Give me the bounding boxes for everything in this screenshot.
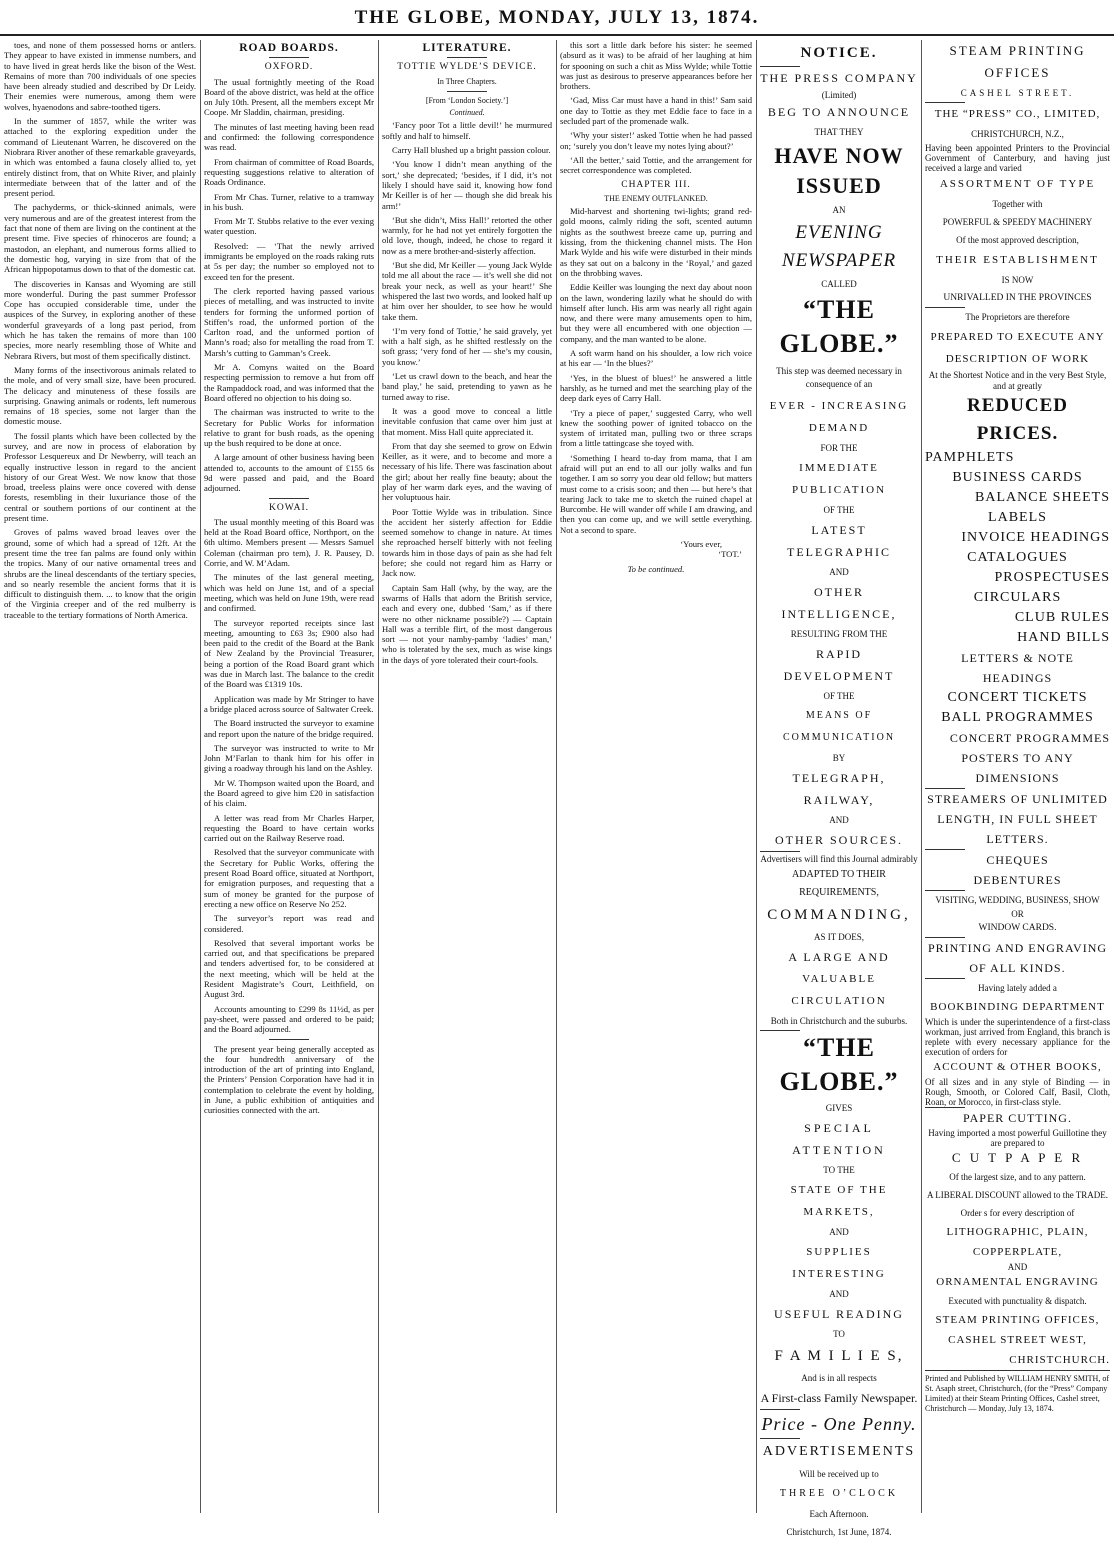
article-paragraph: The clerk reported having passed various pieces of metalling, and was instructed to invite tenders for forming the unformed portion of Stiffen’s road, the unformed portion of the Carlton road, and the unformed portion of Mann’s road; also for metalling the road from T. Marsh’s cutting to Gamman’s Creek. (204, 285, 374, 358)
ad-line: The Proprietors are therefore (965, 312, 1070, 322)
chapter-heading: CHAPTER III. (621, 179, 691, 190)
divider (269, 57, 309, 58)
article-paragraph: Carry Hall blushed up a bright passion colour. (392, 145, 551, 156)
subsection-title: KOWAI. (268, 502, 310, 513)
ad-line: Having lately added a (978, 983, 1057, 993)
notice-line: MEANS OF COMMUNICATION (782, 710, 896, 743)
article-paragraph: Resolved that several important works be carried out, and that specifications be prepared and tenders advertised for, to be considered at the next meeting, which will be held at the Resident Magistrate’s Court, Leithfield, on August 3rd. (204, 937, 374, 1000)
article-paragraph: Groves of palms waved broad leaves over the ground, some of which had a spread of 12ft. At the present time the tree fan palms are found only within the tropics. Many of our native ornamental trees and shrubs are the lineal descendants of the tertiary species, and so nearly resemble the ancient forms that it is difficult to distinguish them. ... to know that the origin of the Virginia creeper and of the red mulberry is traceable to the tertiary formations of North America. (4, 527, 196, 620)
service-item: POSTERS TO ANY DIMENSIONS (961, 751, 1074, 785)
notice-line: Each Afternoon. (809, 1509, 869, 1519)
article-paragraph: Eddie Keiller was lounging the next day about noon on the lawn, wondering lazily what he should do with himself after lunch. His arm was nearly all right again now, and there were many amusements open to him, but they were all encumbered with one objection — company, and the man wanted to be alone. (560, 282, 752, 344)
article-paragraph: ‘All the better,’ said Tottie, and the arrangement for secret correspondence was completed. (560, 154, 752, 176)
column-rule (921, 40, 922, 1513)
article-paragraph: toes, and none of them possessed horns or antlers. They appear to have existed in immense numbers, and to have lived in great herds like the bison of the West. Remains of more than 700 individuals of one species have been already studied and described by Dr Leidy. Their enemies were numerous, among them were wolves, hyaenodons and sabre-toothed tigers. (4, 40, 196, 112)
ad-line: UNRIVALLED IN THE PROVINCES (943, 293, 1092, 303)
article-paragraph: ‘Why your sister!’ asked Tottie when he had passed on; ‘surely you don’t leave my notes lying about?’ (560, 130, 752, 151)
notice-line: RESULTING FROM THE (790, 629, 888, 639)
ad-line: PAPER CUTTING. (963, 1111, 1072, 1125)
article-paragraph: The Board instructed the surveyor to examine and report upon the nature of the bridge required. (204, 718, 374, 739)
ad-line: At the Shortest Notice and in the very Best Style, and at greatly (928, 370, 1107, 391)
notice-line: A First-class Family Newspaper. (760, 1391, 918, 1405)
story-source: [From ‘London Society.’] (425, 95, 509, 105)
story-continued: Continued. (449, 108, 485, 118)
ad-headline: REDUCED PRICES. (967, 395, 1068, 444)
article-paragraph: The discoveries in Kansas and Wyoming are still more wonderful. During the past summer Professor Cope has occupied considerable time, under the auspices of the Survey, in exploring another of these wonderful graveyards of a long past period, from which he has taken the remains of more than 100 species, more nearly resembling those of White and Nebrara Rivers, but most of them specifically distinct. (4, 278, 196, 361)
letter-closing: ‘Yours ever, (680, 539, 722, 550)
article-paragraph: ‘But she did, Mr Keiller — young Jack Wylde told me all about the race — it’s well she did not break your neck, as well as your heart!’ She whispered the last two words, and looked half up at him over her shoulder, to see how he would take them. (382, 260, 552, 322)
notice-line: EVER - INCREASING DEMAND (769, 400, 909, 434)
article-paragraph: The minutes of the last general meeting, which was held on June 1st, and of a special meeting, which was held on June 19th, were read and confirmed. (204, 572, 374, 614)
notice-line: AND (829, 567, 849, 577)
article-paragraph: Resolved that the surveyor communicate with the Secretary for Public Works, offering the present Road Board office, situated at Northport, for emigration purposes, and requesting that a sum of money be granted for the purpose of erecting a new office on Reserve No 252. (204, 847, 374, 909)
notice-line: AS IT DOES, (813, 932, 865, 942)
article-paragraph: ‘Let us crawl down to the beach, and hear the band play,’ he said, pretending to yawn as he turned away to rise. (382, 371, 552, 402)
notice-line: ADVERTISEMENTS (762, 1444, 916, 1459)
article-paragraph: From chairman of committee of Road Boards, requesting suggestions relative to alteration of Roads Ordinance. (204, 156, 374, 188)
notice-line: OF THE (823, 691, 855, 701)
service-item: CONCERT PROGRAMMES (949, 731, 1110, 745)
ad-line: Having imported a most powerful Guillotine they are prepared to (928, 1128, 1107, 1148)
notice-line: AND (829, 1227, 849, 1237)
ad-line: LENGTH, IN FULL SHEET (937, 812, 1098, 826)
chapter-subtitle: THE ENEMY OUTFLANKED. (604, 193, 708, 203)
to-be-continued: To be continued. (627, 563, 685, 574)
column-rule (756, 40, 757, 1513)
article-paragraph: Mr W. Thompson waited upon the Board, and the Board agreed to give him £20 in satisfaction of his claim. (204, 777, 374, 809)
service-item: HAND BILLS (1017, 630, 1110, 645)
service-item: CLUB RULES (1014, 610, 1110, 625)
article-paragraph: Many forms of the insectivorous animals related to the mole, and of very small size, have been procured. The delicacy and minuteness of these fossils are surprising. Gnawing animals or rodents, left numerous remains of 18 species, some not larger than the domestic mouse. (4, 364, 196, 427)
divider (447, 57, 487, 58)
article-paragraph: Poor Tottie Wylde was in tribulation. Since the accident her sisterly affection for Eddie seemed somehow to change in nature. At times she reproached herself bitterly with not feeling towards him in those days of pain as she had felt before; she could not regard him as Harry or Jack now. (382, 506, 552, 579)
ad-line: OF ALL KINDS. (969, 961, 1066, 975)
ad-line: DEBENTURES (973, 873, 1062, 887)
ad-line: COPPERPLATE, (972, 1246, 1063, 1258)
notice-line: SPECIAL ATTENTION (792, 1121, 886, 1157)
ad-line: ASSORTMENT OF TYPE (939, 178, 1096, 190)
notice-line: THAT THEY (814, 127, 864, 137)
article-paragraph: ‘But she didn’t, Miss Hall!’ retorted the other warmly, for he had not yet entirely forgotten the old love, though, indeed, he chose to regard it now as a mere brother-and-sisterly affection. (382, 214, 552, 256)
ad-line: Of the largest size, and to any pattern. (949, 1172, 1086, 1182)
ad-line: CHRISTCHURCH, N.Z., (971, 129, 1064, 139)
notice-headline: HAVE NOW ISSUED (774, 143, 904, 198)
notice-line: FOR THE (820, 443, 858, 453)
notice-line: OTHER INTELLIGENCE, (781, 585, 897, 621)
article-paragraph: The surveyor was instructed to write to Mr John M’Farlan to thank him for his offer in giving a roadway through his land on the Ashley. (204, 742, 374, 774)
service-item: PROSPECTUSES (994, 570, 1110, 585)
article-paragraph: The present year being generally accepted as the four hundredth anniversary of the introduction of the art of printing into England, the Printers’ Pension Corporation have had it in contemplation to celebrate the event by holding, in June, a public exhibition of antiquities and curiosities connected with the art. (204, 1043, 374, 1116)
ad-line: THEIR ESTABLISHMENT (936, 254, 1099, 266)
imprint: Printed and Published by WILLIAM HENRY SMITH, of St. Asaph street, Christchurch, (for the “Press” Company Limited) at their Steam Printing Offices, Cashel street, Christchurch — Monday, July 13, 1874. (925, 1370, 1110, 1414)
notice-line: CALLED (821, 279, 857, 289)
column-rule (200, 40, 201, 1513)
ad-line: STREAMERS OF UNLIMITED (927, 792, 1108, 806)
article-paragraph: It was a good move to conceal a little inevitable confusion that came over him just at that moment. Miss Hall quite appreciated it. (382, 405, 552, 437)
ad-line: Of all sizes and in any style of Binding — in Rough, Smooth, or Colored Calf, Basil, Cloth, Roan, or Morocco, in first-class style. (925, 1077, 1110, 1107)
masthead (0, 0, 1114, 36)
service-item: BALANCE SHEETS (975, 490, 1110, 505)
ad-line: CASHEL STREET. (960, 88, 1075, 98)
article-paragraph: From Mr Chas. Turner, relative to a tramway in his bush. (204, 191, 374, 212)
notice-line: And is in all respects (801, 1373, 877, 1383)
article-paragraph: The pachyderms, or thick-skinned animals, were very numerous and are of the greatest interest from the fact that none of them are living on the continent at the present time. Five species of rhinoceros are found; a mastodon, an elephant, and numerous forms allied to the domestic hog, varying in size from that of the African hippopotamus down to that of the domestic cat. (4, 202, 196, 275)
article-paragraph: From that day she seemed to grow on Edwin Keiller, as it were, and to become and more a necessary of his life. There was fascination about the girl; about her really fine beauty; about the play of her warm dark eyes, and the waving of her voluptuous hair. (382, 440, 552, 503)
notice-line: RAPID DEVELOPMENT (783, 647, 895, 683)
ad-line: Having been appointed Printers to the Provincial Government of Canterbury, and having just received a large and varied (925, 143, 1110, 173)
service-item: BALL PROGRAMMES (941, 710, 1094, 725)
ad-line: LETTERS. (986, 832, 1049, 846)
service-item: CATALOGUES (967, 550, 1068, 565)
ad-line: POWERFUL & SPEEDY MACHINERY (942, 217, 1093, 227)
notice-line: AN (832, 205, 846, 215)
notice-heading: NOTICE. (800, 45, 878, 61)
notice-line: VALUABLE CIRCULATION (791, 973, 887, 1007)
notice-line: SUPPLIES INTERESTING (792, 1246, 886, 1280)
ad-line: STEAM PRINTING OFFICES, (935, 1314, 1100, 1326)
ad-line: CASHEL STREET WEST, (948, 1334, 1087, 1346)
column-road-boards (204, 40, 374, 1515)
article-paragraph: From Mr T. Stubbs relative to the ever vexing water question. (204, 216, 374, 237)
story-subtitle: In Three Chapters. (437, 76, 497, 86)
ad-line: THE “PRESS” CO., LIMITED, (934, 108, 1101, 120)
article-paragraph: Accounts amounting to £299 8s 11½d, as per pay-sheet, were passed and ordered to be paid; and the Board adjourned. (204, 1003, 374, 1035)
ad-line: CHRISTCHURCH. (1009, 1354, 1110, 1366)
column-rule (556, 40, 557, 1513)
column-story-continued (560, 40, 752, 1515)
paper-name: “THE GLOBE.” (779, 295, 899, 358)
article-paragraph: The surveyor reported receipts since last meeting, amounting to £63 3s; £900 also had been paid to the credit of the Board at the Bank of New Zealand by the Provincial Treasurer, being a portion of the Road Board grant which was due in March last. The balance to the credit of the Board was £1319 10s. (204, 617, 374, 690)
section-heading: ROAD BOARDS. (239, 42, 339, 54)
divider (447, 91, 487, 92)
notice-line: STATE OF THE MARKETS, (790, 1184, 888, 1218)
article-paragraph: ‘I’m very fond of Tottie,’ he said gravely, yet with a half sigh, as he shifted restlessly on the soft grass; ‘very fond of her — she’s my cousin, you know.’ (382, 325, 552, 367)
notice-date: Christchurch, 1st June, 1874. (786, 1527, 892, 1537)
divider (269, 1039, 309, 1040)
article-paragraph: ‘Something I heard to-day from mama, that I am afraid will put an end to all our jolly walks and fun together. I am so sorry you dear old fellow; but matters must come to a crisis soon; and then — but here’s that tearing Jack to take me to sketch the ruined chapel at Burcombe. He will wander off while I am drawing, and then you can come up, and we will settle everything. Not a second to spare. (560, 452, 752, 535)
notice-line: COMMANDING, (767, 907, 911, 923)
article-paragraph: Captain Sam Hall (why, by the way, are the swarms of Halls that adorn the British service, each and every one, dubbed ‘Sam,’ as if there were no other nickname possible?) — Captain Hall was a terrible flirt, of the most dangerous sort — not your namby-pamby ‘ladies’ man,’ who is tolerated by the sex, much as wise kings in the days of yore tolerated their court-fools. (382, 582, 552, 665)
notice-line: A LARGE AND (788, 950, 890, 964)
service-item: BUSINESS CARDS (952, 470, 1083, 485)
column-globe-notice (760, 40, 918, 1537)
column-science (4, 40, 196, 1515)
article-paragraph: The minutes of last meeting having been read and confirmed: the following correspondence was read. (204, 121, 374, 153)
subsection-title: OXFORD. (264, 62, 314, 73)
article-paragraph: The usual fortnightly meeting of the Road Board of the above district, was held at the office on July 10th. Present, all the members except Mr Coope. Mr Sladdin, chairman, presiding. (204, 76, 374, 118)
ad-line: C U T P A P E R (951, 1150, 1084, 1165)
notice-line: Both in Christchurch and the suburbs. (770, 1016, 908, 1026)
service-item: LETTERS & NOTE HEADINGS (961, 651, 1074, 685)
article-paragraph: The fossil plants which have been collected by the survey, and are now in process of elaboration by Professor Lesquereux and Dr Newberry, will teach an equally instructive lesson in regard to the ancient history of our Great West. We now know that those broad, treeless plains were once covered with dense forests, resembling in their luxuriance those of the central or southern portions of our continent at the present time. (4, 430, 196, 524)
ad-line: AND (1007, 1262, 1028, 1272)
ad-title: STEAM PRINTING OFFICES (949, 43, 1086, 80)
notice-line: RAILWAY, (803, 793, 875, 807)
ad-line: A LIBERAL DISCOUNT allowed to the TRADE. (926, 1190, 1109, 1200)
article-paragraph: Resolved: — ‘That the newly arrived immigrants be employed on the roads raking ruts at 5s per day; the number so employed not to exceed ten for the present. (204, 240, 374, 282)
ad-line: BOOKBINDING DEPARTMENT (930, 1001, 1105, 1013)
article-paragraph: In the summer of 1857, while the writer was attached to the exploring expedition under the command of Lieutenant Warren, he discovered on the Niobrara River another of these remarkable graveyards, in which was entombed a fauna closely allied to, yet entirely distinct from, that on White River, and plainly intermediate between that of the latter and of the present period. (4, 116, 196, 199)
ad-line: WINDOW CARDS. (978, 923, 1057, 933)
notice-line: AND (829, 1289, 849, 1299)
ad-line: Order s for every description of (960, 1208, 1075, 1218)
article-paragraph: this sort a little dark before his sister: he seemed (absurd as it was) to be afraid of her laughing at him for spooning on such a chit as Miss Wylde; while Tottie was just as desirous to preserve appearances before her brothers. (560, 40, 752, 92)
article-paragraph: A large amount of other business having been attended to, accounts to the amount of £155 6s 9d were passed and paid, and the Board adjourned. (204, 452, 374, 494)
notice-line: OTHER SOURCES. (774, 833, 903, 847)
notice-line: TO (833, 1329, 845, 1339)
ad-line: ORNAMENTAL ENGRAVING (936, 1276, 1099, 1288)
notice-headline: EVENING NEWSPAPER (781, 222, 897, 271)
article-paragraph: ‘Gad, Miss Car must have a hand in this!’ Sam said one day to Tottie as they met Eddie face to face in a secluded part of the promenade walk. (560, 95, 752, 127)
notice-line: USEFUL READING (774, 1307, 904, 1321)
notice-line: LATEST TELEGRAPHIC (787, 523, 891, 559)
article-paragraph: ‘Try a piece of paper,’ suggested Carry, who well knew the soothing power of ignited tobacco on the system of irritated man, pulling two or three scraps from a little tattingcase she toyed with. (560, 407, 752, 449)
notice-line: Advertisers will find this Journal admirably (760, 854, 918, 864)
ad-line: Together with (992, 199, 1043, 209)
ad-line: IS NOW (1001, 275, 1034, 285)
masthead-title: THE GLOBE, MONDAY, JULY 13, 1874. (354, 7, 760, 28)
ad-line: Executed with punctuality & dispatch. (948, 1296, 1087, 1306)
ad-line: LITHOGRAPHIC, PLAIN, (946, 1226, 1089, 1238)
notice-line: THREE O’CLOCK (779, 1488, 899, 1499)
divider (269, 498, 309, 499)
notice-line: BEG TO ANNOUNCE (767, 105, 911, 119)
notice-line: This step was deemed necessary in consequence of an (776, 366, 902, 389)
price-line: Price - One Penny. (761, 1414, 917, 1434)
article-paragraph: A letter was read from Mr Charles Harper, requesting the Board to have certain works carried out on the Railway Reserve road. (204, 812, 374, 844)
notice-line: Will be received up to (799, 1469, 879, 1479)
notice-line: OF THE (823, 505, 855, 515)
notice-line: BY (832, 753, 846, 763)
ad-line: Of the most approved description, (956, 235, 1079, 245)
notice-line: TELEGRAPH, (792, 771, 886, 785)
article-paragraph: Application was made by Mr Stringer to have a bridge placed across source of Saltwater Creek. (204, 693, 374, 714)
column-printing-ad (925, 40, 1110, 1515)
ad-line: CHEQUES (986, 853, 1049, 867)
ad-line: Which is under the superintendence of a first-class workman, just arrived from England, this branch is replete with every necessary appliance for the execution of orders for (925, 1017, 1110, 1057)
ad-line: OR (1011, 909, 1024, 919)
service-item: INVOICE HEADINGS (961, 530, 1110, 545)
service-item: LABELS (988, 510, 1047, 525)
article-paragraph: The surveyor’s report was read and considered. (204, 913, 374, 934)
story-title: TOTTIE WYLDE’S DEVICE. (397, 62, 537, 73)
notice-line: GIVES (825, 1103, 853, 1113)
ad-line: ACCOUNT & OTHER BOOKS, (933, 1061, 1102, 1073)
article-paragraph: Mr A. Comyns waited on the Board respecting permission to remove a hut from off the Rampaddock road, and was informed that the Board offered no objection to his doing so. (204, 362, 374, 403)
notice-line: ADAPTED TO THEIR REQUIREMENTS, (792, 869, 886, 898)
ad-line: PRINTING AND ENGRAVING (927, 941, 1108, 955)
service-item: CIRCULARS (973, 590, 1062, 605)
article-paragraph: The usual monthly meeting of this Board was held at the Road Board office, Northport, on the 6th ultimo. Members present — Messrs Samuel Coleman (chairman pro tem), J. R. Pausey, D. Corrie, and W. M’Adam. (204, 516, 374, 569)
notice-line: IMMEDIATE PUBLICATION (791, 462, 887, 496)
notice-line: (Limited) (821, 90, 857, 100)
section-heading: LITERATURE. (422, 42, 512, 54)
column-literature (382, 40, 552, 1515)
paper-name: “THE GLOBE.” (779, 1033, 899, 1096)
service-item: CONCERT TICKETS (947, 690, 1088, 705)
notice-line: F A M I L I E S, (774, 1348, 904, 1364)
notice-line: AND (829, 815, 849, 825)
article-paragraph: The chairman was instructed to write to the Secretary for Public Works for information relative to grant for bush roads, as the opening up the bush required to be done at once. (204, 407, 374, 449)
notice-line: THE PRESS COMPANY (760, 71, 918, 85)
article-paragraph: ‘Fancy poor Tot a little devil!’ he murmured softly and half to himself. (382, 120, 552, 141)
ad-line: DESCRIPTION OF WORK (945, 353, 1090, 365)
ad-line: PREPARED TO EXECUTE ANY (930, 331, 1105, 343)
letter-signature: ‘TOT.’ (718, 549, 742, 560)
article-paragraph: Mid-harvest and shortening twi-lights; grand red-gold moons, calmly riding the soft, scented autumn nights as the southwest breeze came up, purring and kissing, from the thickening channel mists. The Hon Mark Wylde and his wife were disturbed in their minds as they sat out on a balcony in the ‘Royal,’ and gazed on the throbbing waves. (560, 206, 752, 278)
column-rule (378, 40, 379, 1513)
service-item: PAMPHLETS (925, 450, 1015, 465)
article-paragraph: ‘Yes, in the bluest of blues!’ he answered a little harshly, as he turned and met the searching play of the deep dark eyes of Carry Hall. (560, 372, 752, 404)
article-paragraph: A soft warm hand on his shoulder, a low rich voice at his ear — ‘In the blues?’ (560, 348, 752, 369)
notice-line: TO THE (823, 1165, 855, 1175)
article-paragraph: ‘You know I didn’t mean anything of the sort,’ she deprecated; ‘besides, if I did, it’s not likely I should have said it, knowing how fond Mr Keiller is of her — though she did break his arm!’ (382, 159, 552, 211)
ad-line: VISITING, WEDDING, BUSINESS, SHOW (935, 895, 1100, 905)
